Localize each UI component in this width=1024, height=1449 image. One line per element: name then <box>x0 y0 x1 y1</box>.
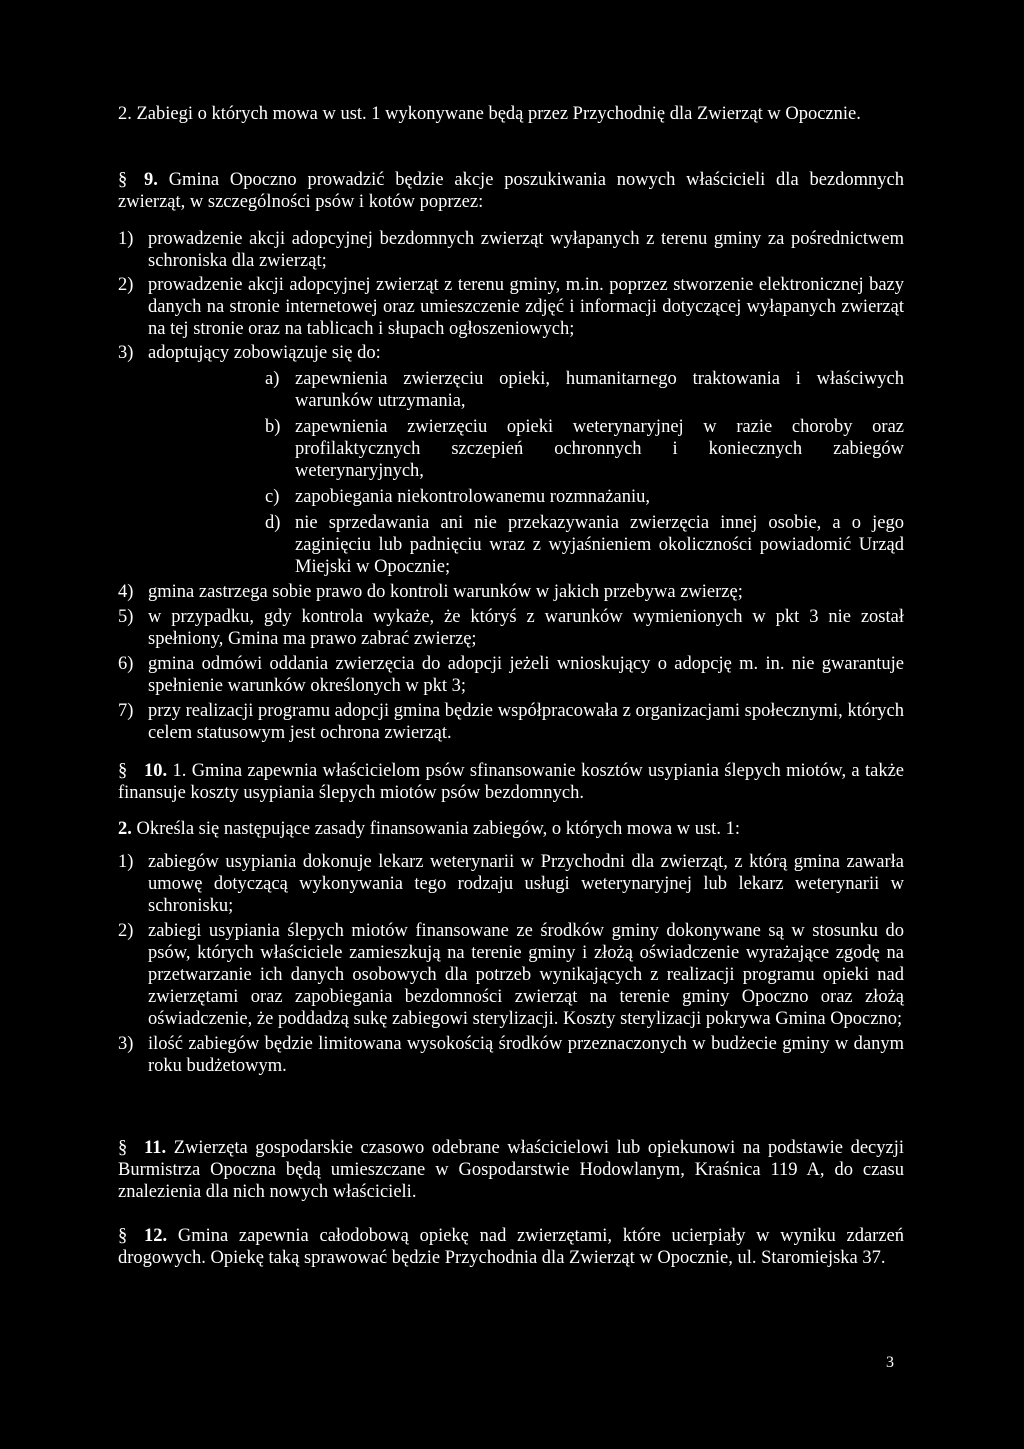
list-item-text: adoptujący zobowiązuje się do: <box>148 343 381 363</box>
paragraph-text: Określa się następujące zasady finansowania zabiegów, o których mowa w ust. 1: <box>136 819 740 839</box>
list-item-number: 1) <box>118 229 134 249</box>
list-item <box>118 920 904 1030</box>
list-item-text: ilość zabiegów będzie limitowana wysokością środków przeznaczonych w budżecie gminy w danym roku budżetowym. <box>148 1034 904 1076</box>
list-item <box>118 228 904 272</box>
sub-list-item-letter: c) <box>265 487 280 507</box>
section-text: Gmina zapewnia całodobową opiekę nad zwierzętami, które ucierpiały w wyniku zdarzeń drogowych. Opiekę taką sprawować będzie Przychodnia dla Zwierząt w Opocznie, ul. Staromiejska 37. <box>118 1226 904 1268</box>
list-item-number: 6) <box>118 654 134 674</box>
list-item-number: 2) <box>118 275 134 295</box>
section-11 <box>118 1137 904 1203</box>
sub-list-item-letter: b) <box>265 417 281 437</box>
sub-list-item-text: zapewnienia zwierzęciu opieki, humanitarnego traktowania i właściwych warunków utrzymania, <box>295 369 904 411</box>
list-item-text: prowadzenie akcji adopcyjnej zwierząt z terenu gminy, m.in. poprzez stworzenie elektronicznej bazy danych na stronie internetowej oraz umieszczenie zdjęć i informacji dotyczącej wyłapanych zwierząt na tej stronie oraz na tablicach i słupach ogłoszeniowych; <box>148 275 904 339</box>
section-number: 10. <box>144 761 168 781</box>
sub-list-item <box>265 416 904 482</box>
sub-list-item <box>265 486 904 508</box>
paragraph-text: 2. Zabiegi o których mowa w ust. 1 wykonywane będą przez Przychodnię dla Zwierząt w Opocznie. <box>118 104 861 124</box>
list-item-text: gmina zastrzega sobie prawo do kontroli warunków w jakich przebywa zwierzę; <box>148 582 743 602</box>
section-9 <box>118 169 904 213</box>
list-item <box>118 274 904 340</box>
section-9-list <box>118 228 904 744</box>
paragraph-2 <box>118 103 904 125</box>
list-item <box>118 851 904 917</box>
sub-list-item <box>265 512 904 578</box>
list-item-number: 5) <box>118 607 134 627</box>
section-9-intro <box>118 169 904 213</box>
section-text: Zwierzęta gospodarskie czasowo odebrane właścicielowi lub opiekunowi na podstawie decyzji Burmistrza Opoczna będą umieszczane w Gospodarstwie Hodowlanym, Kraśnica 119 A, do czasu znalezienia dla nich nowych właścicieli. <box>118 1138 904 1202</box>
sub-list-item <box>265 368 904 412</box>
list-item-text: zabiegi usypiania ślepych miotów finansowane ze środków gminy dokonywane są w stosunku do psów, których właściciele zamieszkują na terenie gminy i złożą oświadczenie wyrażające zgodę na przetwarzanie ich danych osobowych dla potrzeb wynikających z realizacji programu opieki nad zwierzętami oraz zapobiegania bezdomności zwierząt na terenie gminy Opoczno oraz złożą oświadczenie, że poddadzą sukę zabiegowi sterylizacji. Koszty sterylizacji pokrywa Gmina Opoczno; <box>148 921 904 1029</box>
paragraph-text: Gmina zapewnia właścicielom psów sfinansowanie kosztów usypiania ślepych miotów, a także finansuje koszty usypiania ślepych miotów psów bezdomnych. <box>118 761 905 803</box>
list-item-text: przy realizacji programu adopcji gmina będzie współpracowała z organizacjami społecznymi, których celem statusowym jest ochrona zwierząt. <box>148 701 904 743</box>
paragraph-number: 2. <box>118 819 132 839</box>
list-item-number: 7) <box>118 701 134 721</box>
paragraph-number: 1. <box>172 761 187 781</box>
section-10-paragraph-1 <box>118 760 904 804</box>
sub-list-item-letter: d) <box>265 513 281 533</box>
section-text: Gmina Opoczno prowadzić będzie akcje poszukiwania nowych właścicieli dla bezdomnych zwierząt, w szczególności psów i kotów poprzez: <box>118 170 904 212</box>
section-10 <box>118 760 904 840</box>
section-10-paragraph-2 <box>118 818 904 840</box>
list-item <box>118 581 904 603</box>
section-sign: § <box>118 1138 128 1158</box>
list-item-number: 3) <box>118 343 134 363</box>
sub-list-item-text: nie sprzedawania ani nie przekazywania zwierzęcia innej osobie, a o jego zaginięciu lub padnięciu wraz z wyjaśnieniem okoliczności powiadomić Urząd Miejski w Opocznie; <box>295 513 904 577</box>
sub-list-item-letter: a) <box>265 369 280 389</box>
section-12-text <box>118 1225 904 1269</box>
section-number: 11. <box>144 1138 167 1158</box>
list-item <box>118 653 904 697</box>
sub-list-item-text: zapewnienia zwierzęciu opieki weterynaryjnej w razie choroby oraz profilaktycznych szczepień ochronnych i koniecznych zabiegów weterynaryjnych, <box>295 417 904 481</box>
list-item <box>118 606 904 650</box>
list-item-number: 1) <box>118 852 134 872</box>
section-sign: § <box>118 1226 128 1246</box>
list-item-text: zabiegów usypiania dokonuje lekarz weterynarii w Przychodni dla zwierząt, z którą gmina zawarła umowę dotyczącą wykonywania tego rodzaju usługi weterynaryjnej lub lekarz weterynarii w schronisku; <box>148 852 904 916</box>
list-item-number: 3) <box>118 1034 134 1054</box>
sub-list-item-text: zapobiegania niekontrolowanemu rozmnażaniu, <box>295 487 650 507</box>
list-item-text: prowadzenie akcji adopcyjnej bezdomnych zwierząt wyłapanych z terenu gminy za pośrednictwem schroniska dla zwierząt; <box>148 229 904 271</box>
list-item <box>118 700 904 744</box>
section-sign: § <box>118 761 128 781</box>
list-item-text: gmina odmówi oddania zwierzęcia do adopcji jeżeli wnioskujący o adopcję m. in. nie gwarantuje spełnienie warunków określonych w pkt 3; <box>148 654 904 696</box>
section-10-list <box>118 851 904 1077</box>
list-item-number: 4) <box>118 582 134 602</box>
section-12 <box>118 1225 904 1269</box>
list-item <box>118 1033 904 1077</box>
list-item <box>118 342 904 364</box>
section-number: 12. <box>144 1226 168 1246</box>
section-sign: § <box>118 170 128 190</box>
list-item-number: 2) <box>118 921 134 941</box>
page-number: 3 <box>886 1354 894 1371</box>
list-item-text: w przypadku, gdy kontrola wykaże, że któryś z warunków wymienionych w pkt 3 nie został spełniony, Gmina ma prawo zabrać zwierzę; <box>148 607 904 649</box>
section-11-text <box>118 1137 904 1203</box>
section-number: 9. <box>144 170 158 190</box>
